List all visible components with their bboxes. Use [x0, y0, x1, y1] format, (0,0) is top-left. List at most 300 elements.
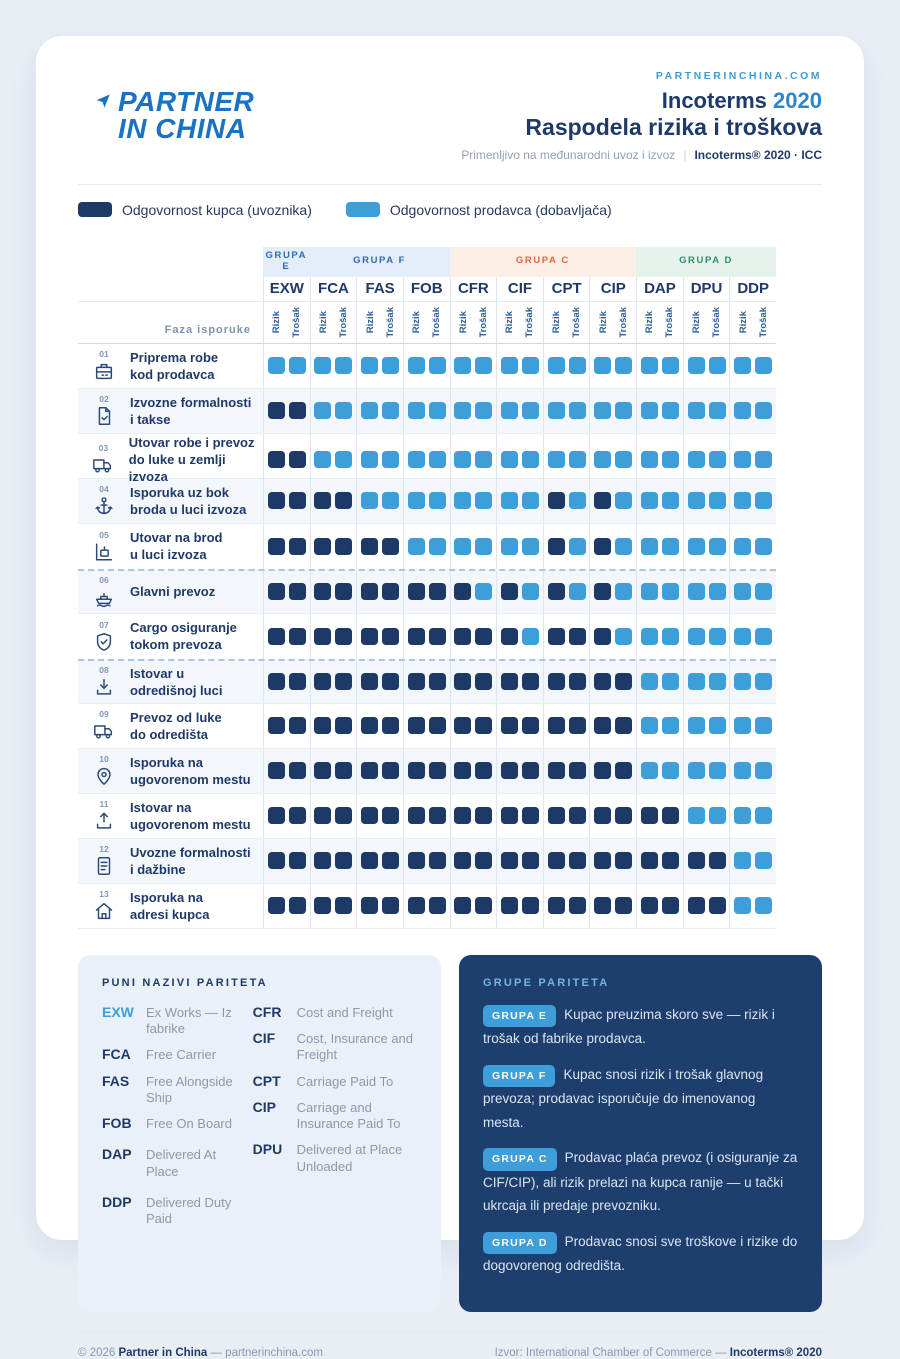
cost-square: [709, 673, 726, 690]
phase-row-06: [78, 569, 776, 614]
phase-title: [130, 484, 246, 518]
phase-title-line1: Priprema robe: [130, 349, 219, 365]
risk-square: [548, 492, 565, 509]
cost-square: [569, 583, 586, 600]
incoterm-header-DAP: DAP: [636, 277, 683, 301]
risk-square: [688, 628, 705, 645]
term-name: Cost, Insurance and Freight: [296, 1031, 414, 1063]
phase-title-line2: ugovorenom mestu: [130, 771, 251, 787]
phase-label-10: [78, 749, 263, 793]
cell-FAS-06: [356, 571, 403, 613]
legend-buyer: [78, 202, 312, 218]
cost-square: [289, 357, 306, 374]
risk-square: [688, 807, 705, 824]
group-description-E: [483, 1003, 798, 1051]
cost-square: [662, 897, 679, 914]
risk-square: [501, 492, 518, 509]
risk-column-label: Rizik: [597, 311, 609, 334]
cell-FOB-09: [403, 704, 450, 748]
cost-square: [429, 852, 446, 869]
cell-CIP-03: [589, 434, 636, 485]
cell-CPT-06: [543, 571, 590, 613]
term-code: DDP: [102, 1193, 132, 1210]
cost-square: [709, 492, 726, 509]
risk-square: [734, 717, 751, 734]
cell-CIP-02: [589, 389, 636, 433]
risk-square: [734, 807, 751, 824]
cost-square: [755, 807, 772, 824]
phase-title-line1: Utovar na brod: [130, 530, 223, 546]
cell-CFR-07: [450, 614, 497, 659]
cost-square: [569, 762, 586, 779]
cost-square: [662, 807, 679, 824]
risk-square: [688, 762, 705, 779]
phase-icon-wrap: [88, 665, 120, 698]
risk-square: [594, 717, 611, 734]
risk-square: [734, 538, 751, 555]
cell-DAP-07: [636, 614, 683, 659]
risk-square: [501, 357, 518, 374]
risk-square: [501, 673, 518, 690]
risk-square: [268, 762, 285, 779]
cell-DAP-05: [636, 524, 683, 569]
cost-square: [522, 357, 539, 374]
cell-FOB-08: [403, 661, 450, 703]
logo-line-1: PARTNER: [118, 86, 255, 118]
risk-square: [454, 402, 471, 419]
risk-square: [454, 357, 471, 374]
risk-square: [361, 538, 378, 555]
cell-EXW-13: [263, 884, 310, 928]
phase-label-02: [78, 389, 263, 433]
risk-square: [314, 402, 331, 419]
cost-square: [615, 807, 632, 824]
phase-row-12: [78, 839, 776, 884]
cost-square: [615, 538, 632, 555]
risk-square: [734, 673, 751, 690]
cost-square: [429, 492, 446, 509]
cost-square: [382, 762, 399, 779]
risk-square: [314, 717, 331, 734]
cost-square: [569, 628, 586, 645]
cost-square: [475, 673, 492, 690]
header-divider: [78, 184, 822, 185]
cost-square: [662, 451, 679, 468]
cell-CPT-09: [543, 704, 590, 748]
phase-title-line2: do luke u zemlji izvoza: [128, 451, 226, 485]
cell-CIF-11: [496, 794, 543, 838]
risk-square: [548, 852, 565, 869]
term-code: EXW: [102, 1003, 134, 1020]
cell-FCA-08: [310, 661, 357, 703]
risk-square: [268, 628, 285, 645]
risk-square: [361, 451, 378, 468]
risk-column-label: Rizik: [411, 311, 423, 334]
cell-CPT-13: [543, 884, 590, 928]
footer-right: [495, 1347, 822, 1359]
phase-title: [130, 665, 222, 699]
risk-square: [361, 402, 378, 419]
risk-square: [548, 897, 565, 914]
cost-square: [522, 628, 539, 645]
footer-domain: — partnerinchina.com: [207, 1347, 323, 1359]
cell-EXW-09: [263, 704, 310, 748]
cost-square: [662, 852, 679, 869]
cell-DPU-03: [683, 434, 730, 485]
cell-EXW-11: [263, 794, 310, 838]
cell-FOB-10: [403, 749, 450, 793]
cost-square: [615, 357, 632, 374]
cell-CPT-02: [543, 389, 590, 433]
cost-square: [429, 717, 446, 734]
risk-square: [501, 538, 518, 555]
risk-square: [548, 357, 565, 374]
incoterm-header-CIP: CIP: [589, 277, 636, 301]
cell-CFR-13: [450, 884, 497, 928]
risk-square: [641, 583, 658, 600]
phase-icon-wrap: [88, 754, 120, 787]
cell-CIF-08: [496, 661, 543, 703]
crane-load-icon: [93, 541, 115, 563]
cell-FOB-01: [403, 344, 450, 388]
risk-square: [688, 451, 705, 468]
cell-DDP-12: [729, 839, 776, 883]
risk-square: [734, 762, 751, 779]
subheader-FAS: [356, 302, 403, 343]
cost-square: [289, 717, 306, 734]
risk-square: [548, 583, 565, 600]
cost-square: [662, 538, 679, 555]
phase-icon-wrap: [88, 484, 120, 517]
cost-square: [755, 628, 772, 645]
risk-square: [501, 402, 518, 419]
phase-title: [130, 529, 222, 563]
cost-square: [335, 583, 352, 600]
cost-column-label: Trošak: [384, 307, 396, 338]
cost-square: [382, 451, 399, 468]
cost-square: [522, 673, 539, 690]
phase-label-01: [78, 344, 263, 388]
term-code: DPU: [252, 1141, 283, 1158]
subheader-row: [78, 302, 776, 344]
risk-square: [268, 807, 285, 824]
risk-square: [594, 357, 611, 374]
cost-square: [569, 897, 586, 914]
phase-label-06: [78, 571, 263, 613]
risk-square: [641, 897, 658, 914]
anchor-icon: [93, 495, 115, 517]
cost-square: [522, 402, 539, 419]
cost-square: [289, 897, 306, 914]
group-header-spacer: [78, 247, 263, 277]
phase-title: [129, 434, 263, 485]
poster-card: [36, 36, 864, 1359]
phase-title: [130, 754, 251, 788]
risk-square: [408, 673, 425, 690]
risk-column-label: Rizik: [737, 311, 749, 334]
cost-column-label: Trošak: [524, 307, 536, 338]
truck-icon: [93, 720, 115, 742]
risk-square: [688, 897, 705, 914]
source-text: Izvor: International Chamber of Commerce —: [494, 1347, 730, 1359]
cell-DDP-10: [729, 749, 776, 793]
group-text: Prodavac plaća prevoz (i osiguranje za CIF/CIP), ali rizik prelazi na kupca ranije — u tački ukrcaja ili predaje prevozniku.: [483, 1150, 798, 1214]
cost-square: [335, 628, 352, 645]
title-word: Incoterms: [661, 88, 767, 113]
cost-square: [662, 583, 679, 600]
phase-number: 09: [99, 709, 109, 720]
group-header-row: [78, 247, 776, 277]
cell-DPU-10: [683, 749, 730, 793]
plane-icon: [96, 85, 111, 112]
risk-square: [594, 628, 611, 645]
cell-CPT-08: [543, 661, 590, 703]
phase-row-02: [78, 389, 776, 434]
cost-square: [522, 717, 539, 734]
phase-number: 02: [99, 394, 109, 405]
phase-title-line2: do odredišta: [130, 726, 209, 742]
cell-FAS-05: [356, 524, 403, 569]
risk-square: [548, 402, 565, 419]
cost-square: [335, 451, 352, 468]
subheader-DDP: [729, 302, 776, 343]
cell-DPU-09: [683, 704, 730, 748]
risk-column-label: Rizik: [504, 311, 516, 334]
risk-square: [408, 357, 425, 374]
risk-square: [454, 583, 471, 600]
phase-number: 07: [99, 619, 109, 630]
risk-column-label: Rizik: [457, 311, 469, 334]
groups-list: [483, 1003, 798, 1278]
cell-EXW-03: [263, 434, 310, 485]
buyer-color-swatch: [78, 202, 112, 217]
risk-square: [501, 628, 518, 645]
shield-check-icon: [93, 631, 115, 653]
risk-square: [408, 762, 425, 779]
risk-square: [454, 628, 471, 645]
cost-square: [289, 538, 306, 555]
cell-CFR-09: [450, 704, 497, 748]
cost-square: [289, 402, 306, 419]
phase-label-13: [78, 884, 263, 928]
cost-square: [755, 451, 772, 468]
risk-square: [641, 628, 658, 645]
phase-title-line2: broda u luci izvoza: [130, 501, 247, 517]
full-names-panel: [78, 955, 441, 1312]
cell-FOB-12: [403, 839, 450, 883]
cell-FOB-03: [403, 434, 450, 485]
cell-DDP-11: [729, 794, 776, 838]
phase-label-08: [78, 661, 263, 703]
risk-square: [454, 807, 471, 824]
risk-square: [361, 628, 378, 645]
risk-square: [361, 717, 378, 734]
risk-square: [641, 673, 658, 690]
group-header-D: GRUPA D: [636, 247, 776, 277]
cell-DAP-09: [636, 704, 683, 748]
tagline-badge: Incoterms® 2020 · ICC: [694, 147, 822, 162]
cell-CIF-06: [496, 571, 543, 613]
title-line: [461, 88, 822, 114]
risk-square: [454, 538, 471, 555]
cost-square: [475, 852, 492, 869]
term-definition-CIF: [253, 1030, 417, 1064]
risk-square: [408, 852, 425, 869]
risk-square: [641, 492, 658, 509]
risk-square: [268, 852, 285, 869]
phase-label-12: [78, 839, 263, 883]
phase-title-line1: Cargo osiguranje: [130, 620, 237, 636]
cell-CFR-05: [450, 524, 497, 569]
risk-square: [734, 492, 751, 509]
subheader-DAP: [636, 302, 683, 343]
info-panels: [78, 955, 822, 1312]
risk-square: [734, 451, 751, 468]
legend-buyer-label: Odgovornost kupca (uvoznika): [122, 201, 312, 218]
cell-CFR-01: [450, 344, 497, 388]
cost-square: [662, 717, 679, 734]
phase-row-01: [78, 344, 776, 389]
cost-square: [475, 402, 492, 419]
cell-DAP-06: [636, 571, 683, 613]
cell-FCA-04: [310, 479, 357, 523]
cell-DPU-04: [683, 479, 730, 523]
groups-panel: [459, 955, 822, 1312]
phase-icon-wrap: [88, 443, 119, 476]
cell-FAS-12: [356, 839, 403, 883]
phase-icon-wrap: [88, 620, 120, 653]
cell-CIP-04: [589, 479, 636, 523]
risk-square: [314, 762, 331, 779]
brand-name: Partner in China: [118, 1347, 208, 1359]
cost-square: [289, 492, 306, 509]
term-name: Delivered At Place: [146, 1147, 217, 1179]
risk-square: [361, 762, 378, 779]
incoterm-header-CIF: CIF: [496, 277, 543, 301]
cost-square: [289, 852, 306, 869]
risk-square: [361, 807, 378, 824]
risk-square: [594, 583, 611, 600]
cost-square: [709, 538, 726, 555]
cost-square: [382, 628, 399, 645]
cell-FCA-13: [310, 884, 357, 928]
ship-icon: [93, 586, 115, 608]
cell-FCA-02: [310, 389, 357, 433]
cell-FOB-11: [403, 794, 450, 838]
cell-CFR-11: [450, 794, 497, 838]
cost-column-label: Trošak: [571, 307, 583, 338]
term-definition-DPU: [253, 1141, 417, 1175]
cost-square: [755, 357, 772, 374]
phase-number: 08: [99, 665, 109, 676]
risk-square: [454, 717, 471, 734]
risk-square: [361, 357, 378, 374]
term-name: Free On Board: [146, 1116, 232, 1132]
phase-title-line1: Istovar u: [130, 665, 185, 681]
phase-icon-wrap: [88, 394, 120, 427]
cost-square: [382, 673, 399, 690]
incoterm-header-DDP: DDP: [729, 277, 776, 301]
phase-column-title: Faza isporuke: [164, 323, 251, 336]
cell-DAP-08: [636, 661, 683, 703]
phase-label-09: [78, 704, 263, 748]
cell-FAS-07: [356, 614, 403, 659]
cost-square: [335, 897, 352, 914]
cell-DDP-05: [729, 524, 776, 569]
term-definition-DDP: [102, 1194, 237, 1228]
cost-square: [615, 492, 632, 509]
risk-square: [594, 852, 611, 869]
phase-title-line1: Utovar robe i prevoz: [128, 434, 255, 450]
cell-EXW-12: [263, 839, 310, 883]
cell-CIP-01: [589, 344, 636, 388]
incoterm-header-DPU: DPU: [683, 277, 730, 301]
phase-title: [130, 709, 222, 743]
cost-square: [522, 807, 539, 824]
phase-title: [130, 799, 251, 833]
risk-square: [641, 717, 658, 734]
groups-title: GRUPE PARITETA: [483, 976, 610, 989]
cost-square: [335, 673, 352, 690]
cost-square: [429, 762, 446, 779]
cost-square: [569, 717, 586, 734]
phase-title-line2: tokom prevoza: [130, 637, 222, 653]
cell-FCA-10: [310, 749, 357, 793]
risk-square: [408, 451, 425, 468]
cost-square: [522, 451, 539, 468]
risk-square: [734, 402, 751, 419]
cost-column-label: Trošak: [291, 307, 303, 338]
term-name: Carriage and Insurance Paid To: [296, 1099, 401, 1132]
risk-square: [268, 451, 285, 468]
risk-square: [268, 673, 285, 690]
cost-square: [709, 357, 726, 374]
cost-square: [522, 492, 539, 509]
cell-CFR-02: [450, 389, 497, 433]
cell-DDP-02: [729, 389, 776, 433]
cost-square: [475, 762, 492, 779]
phase-title-line2: i takse: [130, 411, 171, 427]
risk-square: [594, 673, 611, 690]
phase-title: [130, 619, 237, 653]
incoterm-header-spacer: [78, 277, 263, 301]
cell-DDP-06: [729, 571, 776, 613]
group-badge: GRUPA F: [483, 1065, 555, 1087]
cost-square: [429, 402, 446, 419]
phase-title: [130, 844, 251, 878]
risk-square: [688, 852, 705, 869]
cell-DDP-13: [729, 884, 776, 928]
group-badge: GRUPA D: [483, 1232, 557, 1254]
subheader-CIF: [496, 302, 543, 343]
cost-square: [335, 538, 352, 555]
cell-FAS-10: [356, 749, 403, 793]
risk-square: [268, 717, 285, 734]
phase-icon-wrap: [88, 575, 120, 608]
cost-square: [429, 357, 446, 374]
subheader-DPU: [683, 302, 730, 343]
phase-number: 01: [99, 349, 109, 360]
phase-icon-wrap: [88, 530, 120, 563]
cell-CIF-01: [496, 344, 543, 388]
upload-arrow-icon: [93, 810, 115, 832]
website-label: PARTNERINCHINA.COM: [655, 70, 822, 82]
term-code: FAS: [102, 1072, 130, 1089]
header: [78, 70, 822, 162]
term-code: DAP: [102, 1146, 132, 1163]
risk-square: [361, 492, 378, 509]
phase-label-07: [78, 614, 263, 659]
